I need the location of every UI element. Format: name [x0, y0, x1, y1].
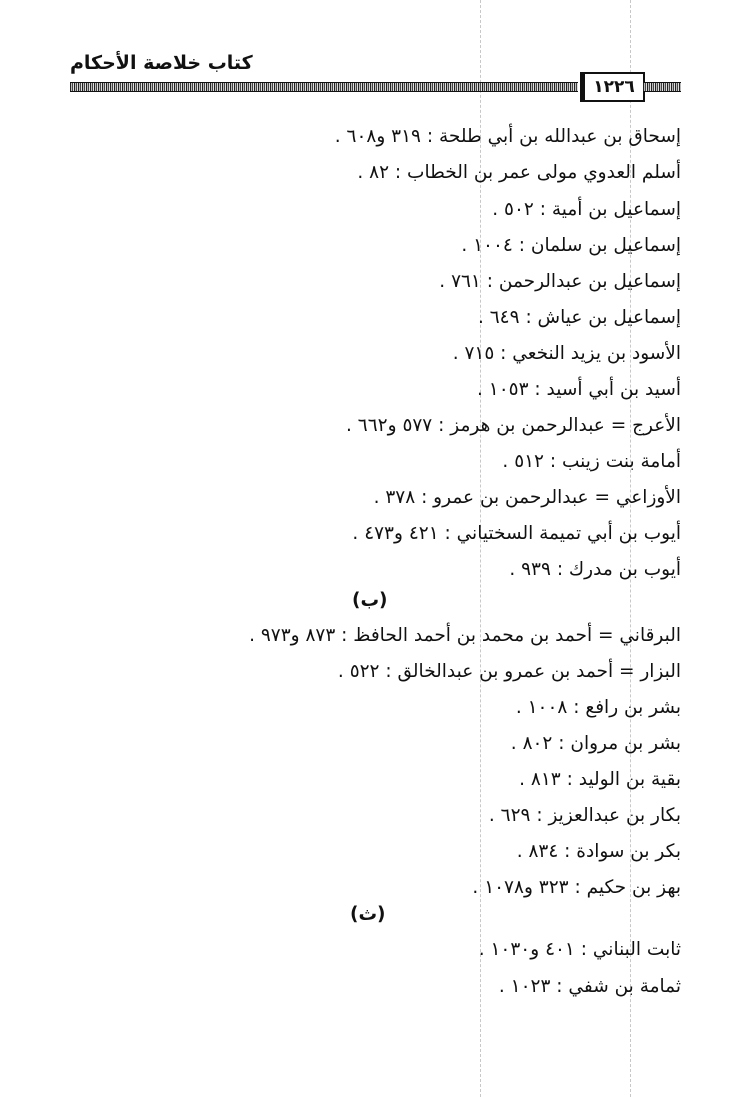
index-entry: البزار = أحمد بن عمرو بن عبدالخالق : ٥٢٢ .	[337, 661, 681, 682]
index-entry: الأوزاعي = عبدالرحمن بن عمرو : ٣٧٨ .	[373, 487, 681, 508]
index-entry: أمامة بنت زينب : ٥١٢ .	[502, 451, 681, 472]
index-entry: بقية بن الوليد : ٨١٣ .	[519, 769, 681, 790]
index-entry: الأسود بن يزيد النخعي : ٧١٥ .	[452, 343, 681, 364]
book-title: كتاب خلاصة الأحكام	[70, 52, 253, 74]
index-entry: أسلم العدوي مولى عمر بن الخطاب : ٨٢ .	[357, 162, 681, 183]
index-entry: أيوب بن أبي تميمة السختياني : ٤٢١ و٤٧٣ .	[352, 523, 681, 544]
index-entry: إسماعيل بن أمية : ٥٠٢ .	[492, 199, 681, 220]
index-entry: البرقاني = أحمد بن محمد بن أحمد الحافظ : ٨٧٣ و٩٧٣ .	[249, 625, 681, 646]
index-entry: الأعرج = عبدالرحمن بن هرمز : ٥٧٧ و٦٦٢ .	[346, 415, 681, 436]
section-heading-ba: (ب)	[352, 590, 388, 611]
index-entry: بشر بن مروان : ٨٠٢ .	[510, 733, 681, 754]
index-entry: بكار بن عبدالعزيز : ٦٢٩ .	[488, 805, 681, 826]
index-entry: بشر بن رافع : ١٠٠٨ .	[515, 697, 681, 718]
index-entry: ثابت البناني : ٤٠١ و١٠٣٠ .	[478, 939, 681, 960]
index-entry: إسماعيل بن عياش : ٦٤٩ .	[477, 307, 681, 328]
header-rule	[70, 82, 578, 92]
index-entry: أسيد بن أبي أسيد : ١٠٥٣ .	[477, 379, 681, 400]
index-entry: إسحاق بن عبدالله بن أبي طلحة : ٣١٩ و٦٠٨ .	[334, 126, 681, 147]
index-entry: إسماعيل بن سلمان : ١٠٠٤ .	[461, 235, 681, 256]
running-header	[70, 52, 682, 104]
section-heading-tha: (ث)	[350, 904, 386, 925]
index-entry: بهز بن حكيم : ٣٢٣ و١٠٧٨ .	[472, 877, 681, 898]
header-rule-right	[643, 82, 681, 92]
index-entry: أيوب بن مدرك : ٩٣٩ .	[509, 559, 681, 580]
index-entry: بكر بن سوادة : ٨٣٤ .	[516, 841, 681, 862]
page-number: ١٢٢٦	[580, 72, 645, 102]
index-entry: إسماعيل بن عبدالرحمن : ٧٦١ .	[439, 271, 681, 292]
index-entry: ثمامة بن شفي : ١٠٢٣ .	[498, 976, 681, 997]
